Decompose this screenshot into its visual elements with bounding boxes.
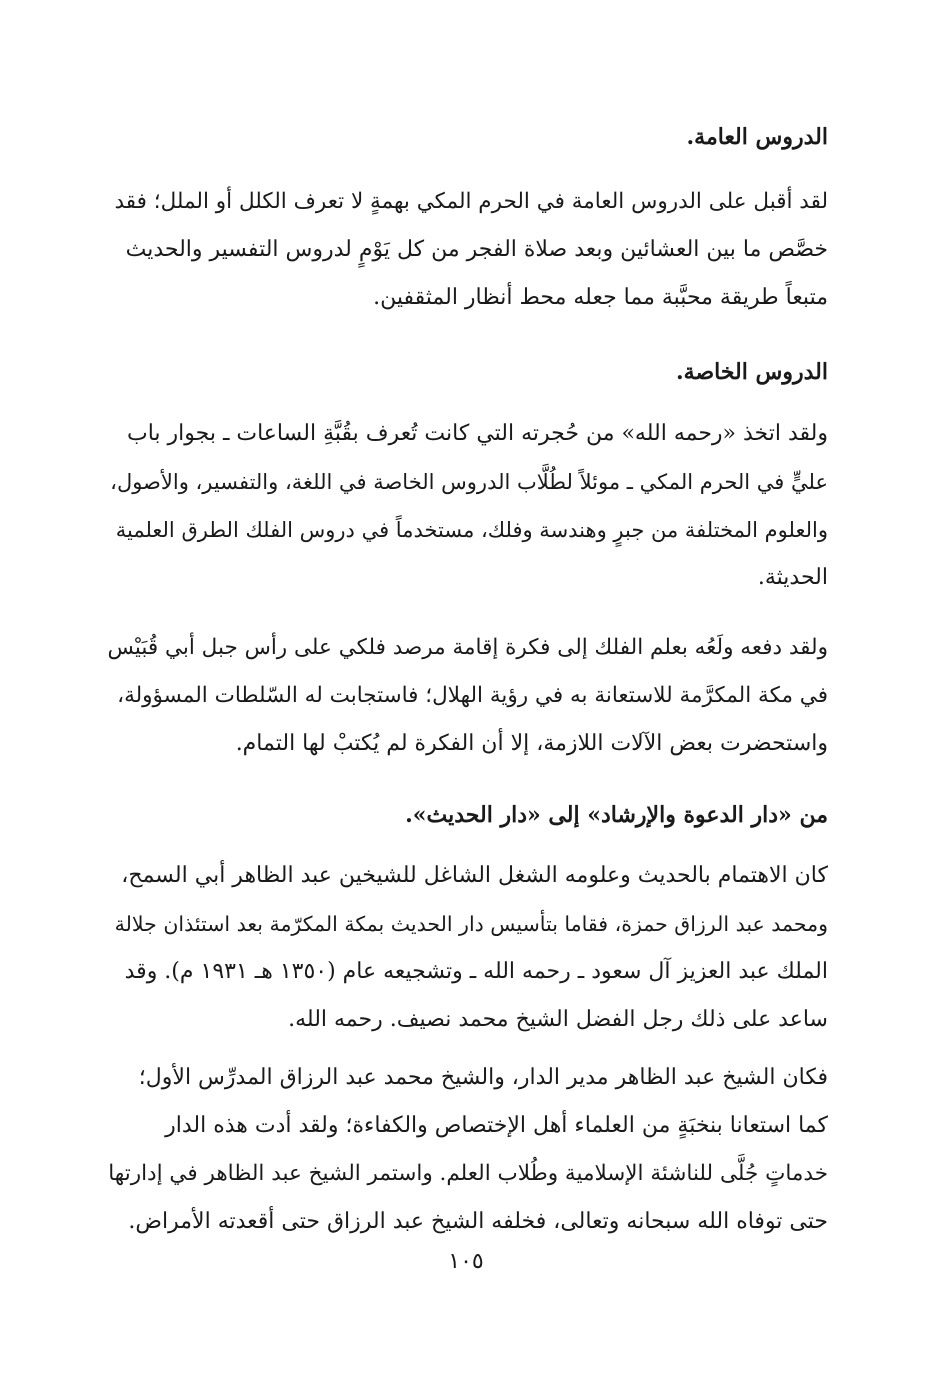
section-heading-dar-al-hadith: من «دار الدعوة والإرشاد» إلى «دار الحديث». (405, 802, 828, 828)
section-heading-public-lessons: الدروس العامة. (686, 124, 828, 150)
paragraph-line: والعلوم المختلفة من جبرٍ وهندسة وفلك، مستخدماً في دروس الفلك الطرق العلمية (115, 518, 828, 542)
paragraph-line: في مكة المكرَّمة للاستعانة به في رؤية الهلال؛ فاستجابت له السّلطات المسؤولة، (117, 683, 828, 708)
paragraph-line: كان الاهتمام بالحديث وعلومه الشغل الشاغل للشيخين عبد الظاهر أبي السمح، (121, 863, 828, 888)
paragraph-public-lessons (102, 178, 828, 322)
paragraph-line: الحديثة. (757, 565, 828, 590)
paragraph-line: ومحمد عبد الرزاق حمزة، فقاما بتأسيس دار الحديث بمكة المكرّمة بعد استئذان جلالة (114, 912, 828, 936)
paragraph-line: واستحضرت بعض الآلات اللازمة، إلا أن الفكرة لم يُكتبْ لها التمام. (235, 731, 828, 756)
paragraph-dar-al-hadith-1 (102, 852, 828, 1044)
paragraph-line: ولقد دفعه ولَعُه بعلم الفلك إلى فكرة إقامة مرصد فلكي على رأس جبل أبي قُبَيْس (107, 635, 828, 660)
paragraph-line: خدماتٍ جُلَّى للناشئة الإسلامية وطُلاب العلم. واستمر الشيخ عبد الظاهر في إدارتها (108, 1161, 828, 1186)
paragraph-line: الملك عبد العزيز آل سعود ـ رحمه الله ـ وتشجيعه عام (١٣٥٠ هـ ١٩٣١ م). وقد (124, 959, 828, 984)
paragraph-private-lessons-1 (102, 410, 828, 602)
paragraph-line: خصَّص ما بين العشائين وبعد صلاة الفجر من كل يَوْمٍ لدروس التفسير والحديث (125, 237, 828, 262)
paragraph-line: حتى توفاه الله سبحانه وتعالى، فخلفه الشيخ عبد الرزاق حتى أقعدته الأمراض. (128, 1209, 828, 1234)
section-heading-private-lessons: الدروس الخاصة. (676, 359, 828, 385)
page-number: ١٠٥ (448, 1249, 484, 1274)
paragraph-line: متبعاً طريقة محبَّبة مما جعله محط أنظار المثقفين. (373, 285, 828, 310)
paragraph-dar-al-hadith-2 (102, 1054, 828, 1246)
paragraph-line: كما استعانا بنخبَةٍ من العلماء أهل الإختصاص والكفاءة؛ ولقد أدت هذه الدار (165, 1113, 828, 1138)
paragraph-line: لقد أقبل على الدروس العامة في الحرم المكي بهمةٍ لا تعرف الكلل أو الملل؛ فقد (114, 189, 828, 214)
paragraph-private-lessons-2 (102, 624, 828, 768)
paragraph-line: عليٍّ في الحرم المكي ـ موئلاً لطُلَّاب الدروس الخاصة في اللغة، والتفسير، والأصول، (110, 470, 828, 494)
paragraph-line: ساعد على ذلك رجل الفضل الشيخ محمد نصيف. رحمه الله. (288, 1007, 828, 1032)
paragraph-line: فكان الشيخ عبد الظاهر مدير الدار، والشيخ محمد عبد الرزاق المدرِّس الأول؛ (138, 1065, 828, 1090)
paragraph-line: ولقد اتخذ «رحمه الله» من حُجرته التي كانت تُعرف بقُبَّةِ الساعات ـ بجوار باب (127, 421, 828, 446)
